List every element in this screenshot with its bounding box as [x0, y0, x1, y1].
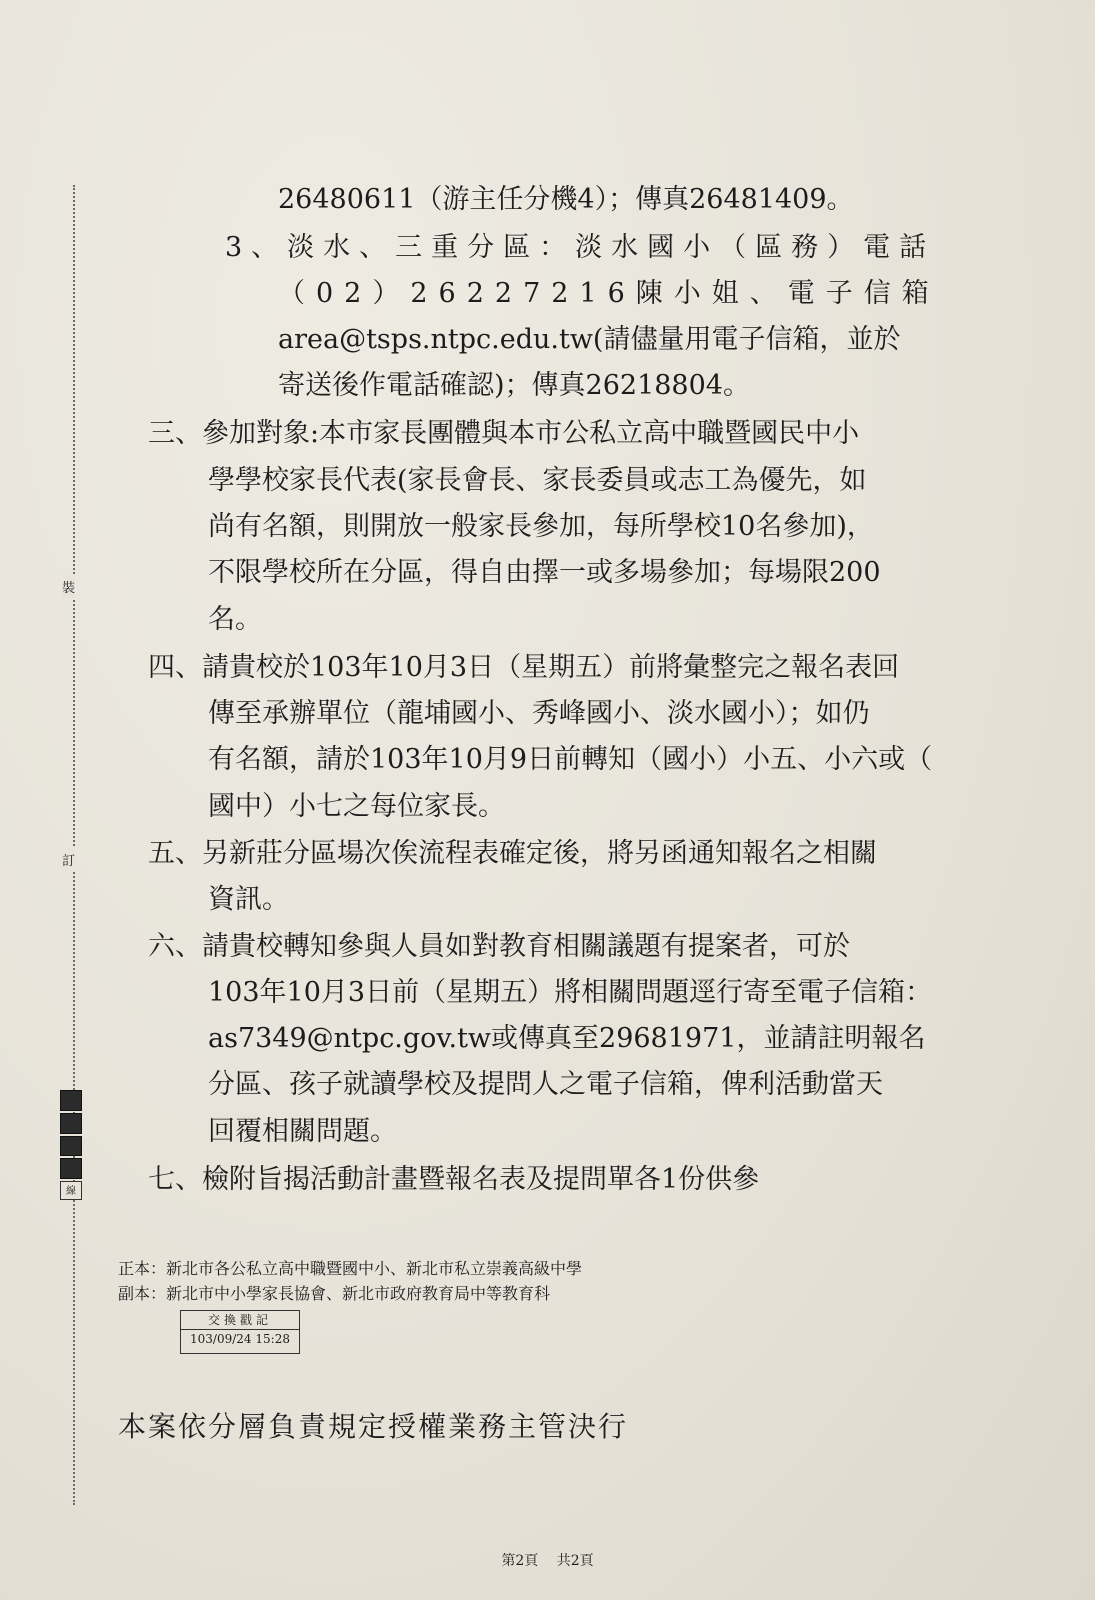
- contact-line-1: 26480611（游主任分機4）；傳真26481409。: [278, 184, 854, 215]
- section-7-line-1: 七、檢附旨揭活動計畫暨報名表及提問單各1份供參: [148, 1164, 760, 1195]
- exchange-stamp-title: 交換戳記: [207, 1313, 272, 1327]
- section-6-line-1: 六、請貴校轉知參與人員如對教育相關議題有提案者，可於: [148, 931, 850, 962]
- section-6-line-2: 103年10月3日前（星期五）將相關問題逕行寄至電子信箱：: [208, 977, 933, 1008]
- exchange-stamp: [180, 1310, 300, 1354]
- seal-stamp-strip: [60, 1090, 82, 1200]
- section-6-line-4: 分區、孩子就讀學校及提問人之電子信箱，俾利活動當天: [208, 1069, 883, 1100]
- section-3-line-4: 不限學校所在分區，得自由擇一或多場參加；每場限200: [208, 557, 881, 588]
- binding-mark-bottom: 線: [60, 1181, 82, 1200]
- contact-item-3-fax: 寄送後作電話確認)；傳真26218804。: [278, 370, 750, 401]
- distribution-original: 正本：新北市各公私立高中職暨國中小、新北市私立崇義高級中學: [118, 1259, 583, 1278]
- section-3-line-2: 學學校家長代表(家長會長、家長委員或志工為優先，如: [208, 465, 867, 496]
- section-4-line-4: 國中）小七之每位家長。: [208, 791, 505, 822]
- contact-item-3-phone: （02）26227216陳小姐、電子信箱: [278, 278, 940, 309]
- section-4-line-3: 有名額，請於103年10月9日前轉知（國小）小五、小六或（: [208, 744, 933, 775]
- section-5-line-1: 五、另新莊分區場次俟流程表確定後，將另函通知報名之相關: [148, 838, 877, 869]
- binding-mark-middle: 訂: [62, 848, 75, 871]
- section-4-line-2: 傳至承辦單位（龍埔國小、秀峰國小、淡水國小）；如仍: [208, 698, 870, 729]
- section-6-line-3: as7349@ntpc.gov.tw或傳真至29681971，並請註明報名: [208, 1023, 926, 1054]
- section-3-line-1: 三、參加對象:本市家長團體與本市公私立高中職暨國民中小: [148, 418, 860, 449]
- section-5-line-2: 資訊。: [208, 884, 289, 915]
- section-6-line-5: 回覆相關問題。: [208, 1116, 397, 1147]
- section-3-line-3: 尚有名額，則開放一般家長參加，每所學校10名參加)，: [208, 511, 874, 542]
- page-footer: 第2頁 共2頁: [501, 1553, 594, 1569]
- distribution-copy: 副本：新北市中小學家長協會、新北市政府教育局中等教育科: [118, 1284, 551, 1303]
- contact-item-3-email: area@tsps.ntpc.edu.tw(請儘量用電子信箱，並於: [278, 324, 901, 355]
- section-4-line-1: 四、請貴校於103年10月3日（星期五）前將彙整完之報名表回: [148, 652, 900, 683]
- exchange-stamp-datetime: 103/09/24 15:28: [181, 1329, 299, 1348]
- section-3-line-5: 名。: [208, 604, 262, 635]
- contact-item-3: 3、淡水、三重分區：淡水國小（區務）電話: [225, 232, 936, 263]
- authorization-statement: 本案依分層負責規定授權業務主管決行: [118, 1410, 629, 1443]
- binding-dotted-line: [73, 185, 75, 1505]
- binding-mark-top: 裝: [62, 575, 75, 598]
